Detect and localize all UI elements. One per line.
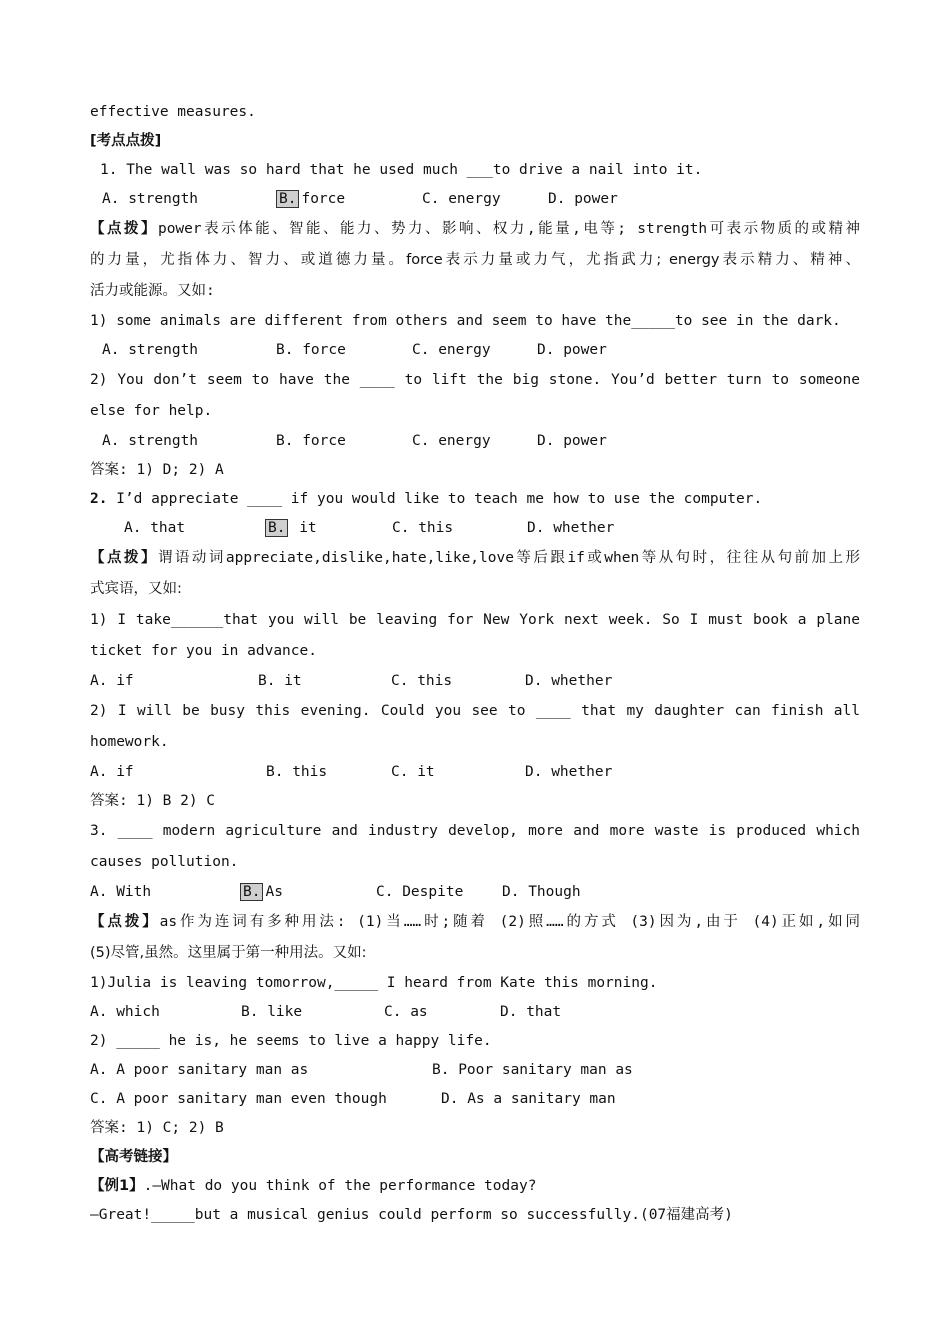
q3-options — [90, 878, 860, 907]
q1-option-c: C. energy — [422, 191, 501, 207]
q3-answer-highlight: B. — [240, 883, 263, 901]
q1-ex2-option-a: A. strength — [102, 433, 199, 449]
q3-option-c: C. Despite — [376, 884, 464, 900]
q3-example-2-options-row-2 — [90, 1085, 860, 1114]
q2-option-a: A. that — [124, 520, 186, 536]
q3-ex1-option-c: C. as — [384, 1004, 428, 1020]
q1-example-1: 1) some animals are different from others and seem to have the_____to see in the dark. — [90, 313, 841, 329]
q2-ex2-option-a: A. if — [90, 764, 134, 780]
q2-ex1-option-d: D. whether — [525, 673, 613, 689]
q2-example-2-line-2: homework. — [90, 734, 169, 750]
q1-example-2-options — [90, 427, 860, 456]
q3-example-1-options — [90, 998, 860, 1027]
q3-tip-line-1: 【点拨】as作为连词有多种用法: (1)当……时;随着 (2)照……的方式 (3)因为,由于 (4)正如,如同 — [90, 914, 860, 930]
document-page — [90, 98, 860, 1230]
q1-answer: 答案: 1) D; 2) A — [90, 462, 224, 478]
q2-tip-line-1: 【点拨】谓语动词appreciate,dislike,hate,like,love等后跟if或when等从句时，往往从句前加上形 — [90, 550, 860, 566]
q3-ex1-option-b: B. like — [241, 1004, 303, 1020]
q3-option-d: D. Though — [502, 884, 581, 900]
q2-ex1-option-c: C. this — [391, 673, 453, 689]
q3-ex1-option-d: D. that — [500, 1004, 562, 1020]
gaokao-heading: 【高考链接】 — [90, 1149, 177, 1165]
gaokao-example-line-1: 【例1】.—What do you think of the performance today? — [90, 1178, 537, 1194]
q1-ex1-option-a: A. strength — [102, 342, 199, 358]
q3-example-1: 1)Julia is leaving tomorrow,_____ I heard from Kate this morning. — [90, 975, 658, 991]
q3-example-2: 2) _____ he is, he seems to live a happy life. — [90, 1033, 492, 1049]
q1-option-d: D. power — [548, 191, 618, 207]
q3-stem-line-1: 3. ____ modern agriculture and industry develop, more and more waste is produced which — [90, 823, 860, 839]
q3-option-a: A. With — [90, 884, 152, 900]
q2-ex2-option-d: D. whether — [525, 764, 613, 780]
q2-answer-highlight: B. — [265, 519, 288, 537]
q1-answer-highlight: B. — [276, 190, 299, 208]
q2-option-b: B. it — [265, 514, 317, 543]
q1-tip-line-1: 【点拨】power表示体能、智能、能力、势力、影响、权力,能量,电等; strength可表示物质的或精神 — [90, 221, 860, 237]
q2-option-c: C. this — [392, 520, 454, 536]
q3-stem-line-2: causes pollution. — [90, 854, 239, 870]
q1-ex1-option-b: B. force — [276, 342, 346, 358]
q2-example-1-line-1: 1) I take______that you will be leaving for New York next week. So I must book a plane — [90, 612, 860, 628]
q1-ex1-option-c: C. energy — [412, 342, 491, 358]
q3-ex2-option-c: C. A poor sanitary man even though — [90, 1091, 387, 1107]
intro-line: effective measures. — [90, 104, 256, 120]
q1-ex1-option-d: D. power — [537, 342, 607, 358]
q2-ex1-option-a: A. if — [90, 673, 134, 689]
q2-stem: 2. I’d appreciate ____ if you would like to teach me how to use the computer. — [90, 491, 763, 507]
q2-option-d: D. whether — [527, 520, 615, 536]
q3-answer: 答案: 1) C; 2) B — [90, 1120, 224, 1136]
q1-ex2-option-b: B. force — [276, 433, 346, 449]
gaokao-example-line-2: —Great!_____but a musical genius could perform so successfully.(07福建高考) — [90, 1207, 733, 1223]
q1-tip-line-2: 的力量，尤指体力、智力、或道德力量。force表示力量或力气，尤指武力; energy表示精力、精神、 — [90, 252, 860, 268]
q2-ex1-option-b: B. it — [258, 673, 302, 689]
q1-stem: 1. The wall was so hard that he used much ___to drive a nail into it. — [100, 162, 703, 178]
section-kaodian: [考点点拨] — [90, 133, 162, 149]
q3-example-2-options-row-1 — [90, 1056, 860, 1085]
q1-options — [90, 185, 860, 214]
q2-ex2-option-c: C. it — [391, 764, 435, 780]
q3-ex2-option-b: B. Poor sanitary man as — [432, 1062, 633, 1078]
q1-option-b: B. force — [276, 185, 345, 214]
q2-example-1-options — [90, 667, 860, 696]
q1-example-2-line-2: else for help. — [90, 403, 213, 419]
q1-example-1-options — [90, 336, 860, 365]
q2-ex2-option-b: B. this — [266, 764, 328, 780]
q2-example-2-line-1: 2) I will be busy this evening. Could you see to ____ that my daughter can finish all — [90, 703, 860, 719]
q1-option-a: A. strength — [102, 191, 199, 207]
q3-ex1-option-a: A. which — [90, 1004, 160, 1020]
q2-options — [90, 514, 860, 543]
q1-ex2-option-c: C. energy — [412, 433, 491, 449]
q2-tip-line-2: 式宾语，又如: — [90, 581, 182, 597]
q2-example-2-options — [90, 758, 860, 787]
q3-tip-line-2: (5)尽管,虽然。这里属于第一种用法。又如: — [90, 945, 367, 961]
q1-ex2-option-d: D. power — [537, 433, 607, 449]
q2-answer: 答案: 1) B 2) C — [90, 793, 216, 809]
q1-tip-line-3: 活力或能源。又如: — [90, 283, 215, 299]
q2-example-1-line-2: ticket for you in advance. — [90, 643, 317, 659]
q3-ex2-option-a: A. A poor sanitary man as — [90, 1062, 309, 1078]
q3-ex2-option-d: D. As a sanitary man — [441, 1091, 616, 1107]
q3-option-b: B. As — [240, 878, 283, 907]
q1-example-2-line-1: 2) You don’t seem to have the ____ to lift the big stone. You’d better turn to someone — [90, 372, 860, 388]
